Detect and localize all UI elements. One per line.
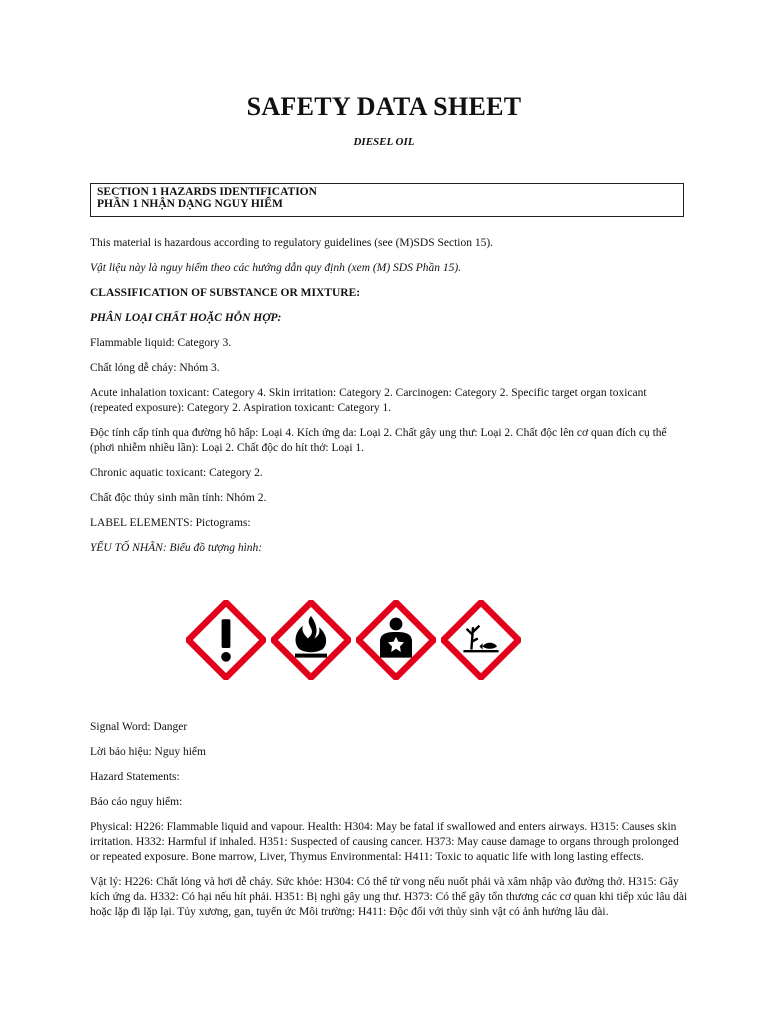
health-hazard-icon [356,600,436,680]
document-body [90,236,690,930]
flammable-vi: Chất lỏng dễ cháy: Nhóm 3. [90,362,220,374]
signal-word-en: Signal Word: Danger [90,721,188,733]
hazard-statements-en: Hazard Statements: [90,771,180,783]
exclamation-mark-icon [186,600,266,680]
product-name: DIESEL OIL [353,136,415,148]
hazard-details-en: Physical: H226: Flammable liquid and vapour. Health: H304: May be fatal if swallowed and enters airways. H315: Causes skin irritation. H332: Harmful if inhaled. H351: Suspected of causing cancer. H373: May cause damage to organs through prolonged or repeated exposure. Bone marrow, Liver, Thymus Environmental: H411: Toxic to aquatic life with long lasting effects. [90,821,679,863]
environment-icon [441,600,521,680]
signal-word-vi: Lời báo hiệu: Nguy hiểm [90,746,206,758]
label-elements-vi: YẾU TỐ NHÃN: Biểu đồ tượng hình: [90,542,263,554]
intro-vi: Vật liệu này là nguy hiểm theo các hướng dẫn quy định (xem (M) SDS Phần 15). [90,262,462,274]
section-header-box [90,183,684,217]
acute-toxicity-vi: Độc tính cấp tính qua đường hô hấp: Loại 4. Kích ứng da: Loại 2. Chất gây ung thư: Loại 2. Chất độc lên cơ quan đích cụ thể (phơi nhiễm nhiều lần): Loại 2. Chất độc do hít thở: Loại 1. [90,427,667,454]
section-title-vi: PHẦN 1 NHẬN DẠNG NGUY HIỂM [97,198,283,210]
intro-en: This material is hazardous according to regulatory guidelines (see (M)SDS Section 15). [90,237,494,249]
section-title-en: SECTION 1 HAZARDS IDENTIFICATION [97,186,317,198]
hazard-details-vi: Vật lý: H226: Chất lỏng và hơi dễ cháy. Sức khỏe: H304: Có thể tử vong nếu nuốt phải và xâm nhập vào đường thở. H315: Gây kích ứng da. H332: Có hại nếu hít phải. H351: Bị nghi gây ung thư. H373: Có thể gây tổn thương các cơ quan khi tiếp xúc lâu dài hoặc lặp đi lặp lại. Tủy xương, gan, tuyến ức Môi trường: H411: Độc đối với thủy sinh vật có ảnh hưởng lâu dài. [90,876,688,918]
acute-toxicity-en: Acute inhalation toxicant: Category 4. Skin irritation: Category 2. Carcinogen: Category 2. Specific target organ toxicant (repeated exposure): Category 2. Aspiration toxicant: Category 1. [90,387,647,414]
chronic-aquatic-vi: Chất độc thủy sinh mãn tính: Nhóm 2. [90,492,267,504]
ghs-pictograms [186,600,690,680]
chronic-aquatic-en: Chronic aquatic toxicant: Category 2. [90,467,263,479]
label-elements-en: LABEL ELEMENTS: Pictograms: [90,517,251,529]
flame-icon [271,600,351,680]
hazard-statements-vi: Báo cáo nguy hiểm: [90,796,183,808]
classification-heading-en: CLASSIFICATION OF SUBSTANCE OR MIXTURE: [90,287,361,299]
classification-heading-vi: PHÂN LOẠI CHẤT HOẶC HỖN HỢP: [90,312,282,324]
flammable-en: Flammable liquid: Category 3. [90,337,232,349]
document-title: SAFETY DATA SHEET [246,92,522,121]
